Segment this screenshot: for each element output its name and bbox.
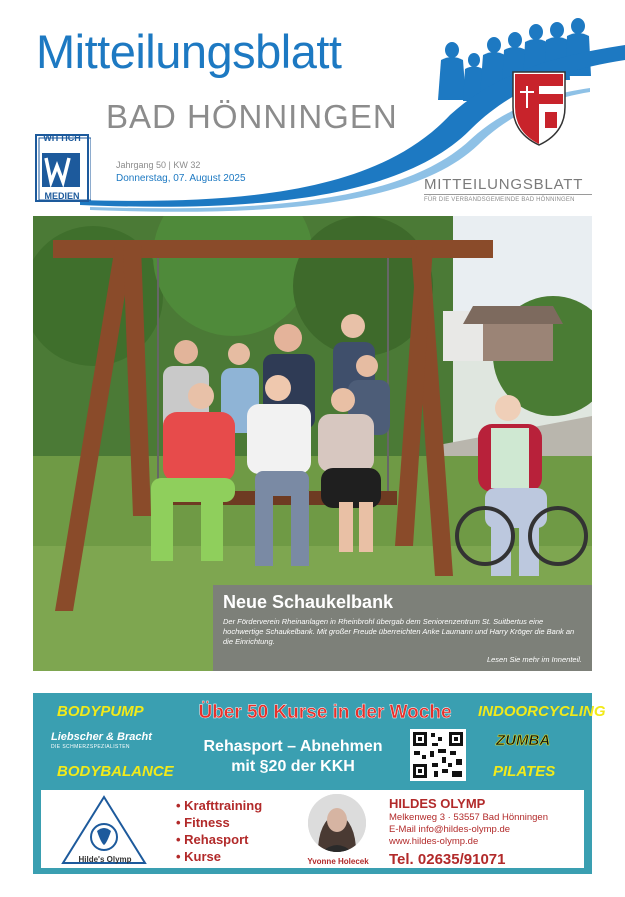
ad-keyword-bodybalance: BODYBALANCE (57, 763, 174, 780)
ad-service-item: • Krafttraining (176, 798, 263, 813)
ad-service-item: • Kurse (176, 849, 222, 864)
ad-website: www.hildes-olymp.de (389, 836, 479, 847)
ad-keyword-bodypump: BODYPUMP (57, 703, 144, 720)
issue-date: Donnerstag, 07. August 2025 (116, 173, 246, 184)
ad-rehasport-text (183, 737, 403, 777)
ad-email: E-Mail info@hildes-olymp.de (389, 824, 511, 835)
ad-company-name: HILDES OLYMP (389, 796, 486, 811)
ad-phone: Tel. 02635/91071 (389, 851, 506, 868)
cover-story-more-link: Lesen Sie mehr im Innenteil. (486, 655, 582, 664)
ad-services-list (176, 797, 262, 865)
ad-rehasport-line2: mit §20 der KKH (231, 758, 355, 775)
cover-story-headline: Neue Schaukelbank (223, 592, 394, 612)
issue-number: Jahrgang 50 | KW 32 (116, 160, 201, 170)
advertisement-hildes-olymp (33, 693, 606, 874)
ad-rehasport-line1: Rehasport – Abnehmen (203, 738, 383, 755)
person-portrait-icon (308, 794, 366, 852)
ad-contact-details (389, 812, 548, 848)
publisher-name-bottom: MEDIEN (44, 191, 80, 201)
secondary-tagline: FÜR DIE VERBANDSGEMEINDE BAD HÖNNINGEN (424, 197, 575, 203)
masthead-subtitle: BAD HÖNNINGEN (106, 98, 398, 135)
cover-story-text: Der Förderverein Rheinanlagen in Rheinbrohl übergab dem Seniorenzentrum St. Suitbertus eine hochwertige Schaukelbank. Mit großer Freude überreichten Anke Laumann und Harry Kröger die Bank an die Einrichtung. (223, 617, 575, 646)
publisher-name-top: WITTICH (43, 133, 81, 143)
secondary-title-rule (424, 194, 592, 195)
secondary-title: MITTEILUNGSBLATT (424, 176, 584, 193)
ad-person-name: Yvonne Holecek (307, 857, 369, 866)
ad-service-item: • Rehasport (176, 832, 249, 847)
ad-zumba-logo: ZUMBA (496, 732, 551, 749)
coat-of-arms-icon (513, 72, 565, 145)
ad-service-item: • Fitness (176, 815, 230, 830)
ad-headline: Über 50 Kurse in der Woche (198, 702, 452, 723)
avatar (308, 794, 366, 852)
publisher-logo (33, 133, 91, 203)
ad-keyword-indoorcycling: INDOORCYCLING (478, 703, 606, 720)
hildes-olymp-logo-text: Hilde's Olymp (78, 855, 132, 864)
qr-code-icon (410, 729, 466, 781)
ad-address: Melkenweg 3 · 53557 Bad Hönningen (389, 812, 548, 823)
ad-liebscher-logo: Liebscher & Bracht (51, 731, 152, 743)
ad-keyword-pilates: PILATES (493, 763, 556, 780)
cover-story-caption (213, 585, 592, 671)
ad-liebscher-tagline: DIE SCHMERZSPEZIALISTEN (51, 744, 130, 750)
masthead-title: Mitteilungsblatt (36, 25, 342, 78)
